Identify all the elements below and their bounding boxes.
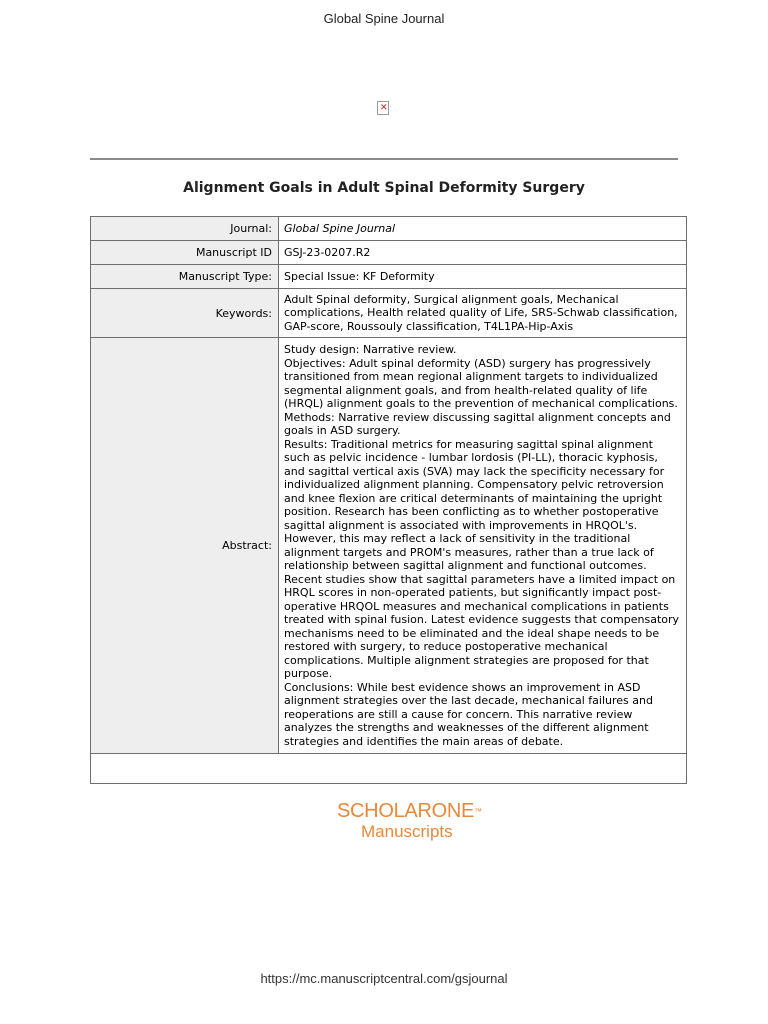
table-row-manuscript-type (91, 265, 687, 289)
logo-scholar-text: SCHOLAR (337, 800, 432, 822)
manuscript-details-table (90, 216, 687, 784)
journal-label: Journal: (91, 217, 279, 241)
table-row-keywords (91, 289, 687, 338)
table-row-journal (91, 217, 687, 241)
abstract-results: Results: Traditional metrics for measuring sagittal spinal alignment such as pelvic incidence - lumbar lordosis (PI-LL), thoracic kyphosis, and sagittal vertical axis (SVA) may lack the specificity necessary for individualized alignment planning. Compensatory pelvic retroversion and knee flexion are critical determinants of maintaining the upright position. Research has been conflicting as to whether postoperative sagittal alignment is associated with improvements in HRQOL's. However, this may reflect a lack of sensitivity in the traditional alignment targets and PROM's measures, rather than a true lack of relationship between sagittal alignment and functional outcomes. Recent studies show that sagittal parameters have a limited impact on HRQL scores in non-operated patients, but significantly impact post-operative HRQOL measures and mechanical complications in patients treated with spinal fusion. Latest evidence suggests that compensatory mechanisms need to be eliminated and the ideal shape needs to be restored with surgery, to reduce postoperative mechanical complications. Multiple alignment strategies are proposed for that purpose. (284, 437, 680, 680)
journal-header: Global Spine Journal (323, 11, 445, 26)
paper-title: Alignment Goals in Adult Spinal Deformity Surgery (183, 180, 585, 196)
keywords-value: Adult Spinal deformity, Surgical alignment goals, Mechanical complications, Health related quality of Life, SRS-Schwab classification, GAP-score, Roussouly classification, T4L1PA-Hip-Axis (279, 289, 687, 338)
empty-cell (91, 754, 687, 784)
manuscript-type-label: Manuscript Type: (91, 265, 279, 289)
abstract-methods: Methods: Narrative review discussing sagittal alignment concepts and goals in ASD surgery. (284, 410, 671, 437)
logo-manuscripts-text: Manuscripts (361, 822, 453, 841)
manuscript-id-value: GSJ-23-0207.R2 (279, 241, 687, 265)
manuscript-type-value: Special Issue: KF Deformity (279, 265, 687, 289)
table-row-manuscript-id (91, 241, 687, 265)
footer-url: https://mc.manuscriptcentral.com/gsjournal (260, 971, 508, 986)
keywords-label: Keywords: (91, 289, 279, 338)
header-divider (90, 158, 678, 160)
abstract-conclusions: Conclusions: While best evidence shows an improvement in ASD alignment strategies over the last decade, mechanical failures and reoperations are still a cause for concern. This narrative review analyzes the strengths and weaknesses of the different alignment strategies and identifies the main areas of debate. (284, 680, 653, 748)
logo-one-text: ONE (431, 800, 475, 822)
table-row-empty (91, 754, 687, 784)
scholarone-logo (337, 800, 482, 842)
journal-value: Global Spine Journal (279, 217, 687, 241)
table-row-abstract (91, 338, 687, 754)
broken-image-icon: ✕ (377, 101, 389, 115)
abstract-objectives: Objectives: Adult spinal deformity (ASD) surgery has progressively transitioned from mean regional alignment targets to individualized segmental alignment goals, and from health-related quality of life (HRQL) alignment goals to the prevention of mechanical complications. (284, 356, 678, 410)
logo-trademark: ™ (474, 807, 482, 816)
abstract-label: Abstract: (91, 338, 279, 754)
abstract-value (279, 338, 687, 754)
manuscript-id-label: Manuscript ID (91, 241, 279, 265)
abstract-study-design: Study design: Narrative review. (284, 343, 457, 356)
